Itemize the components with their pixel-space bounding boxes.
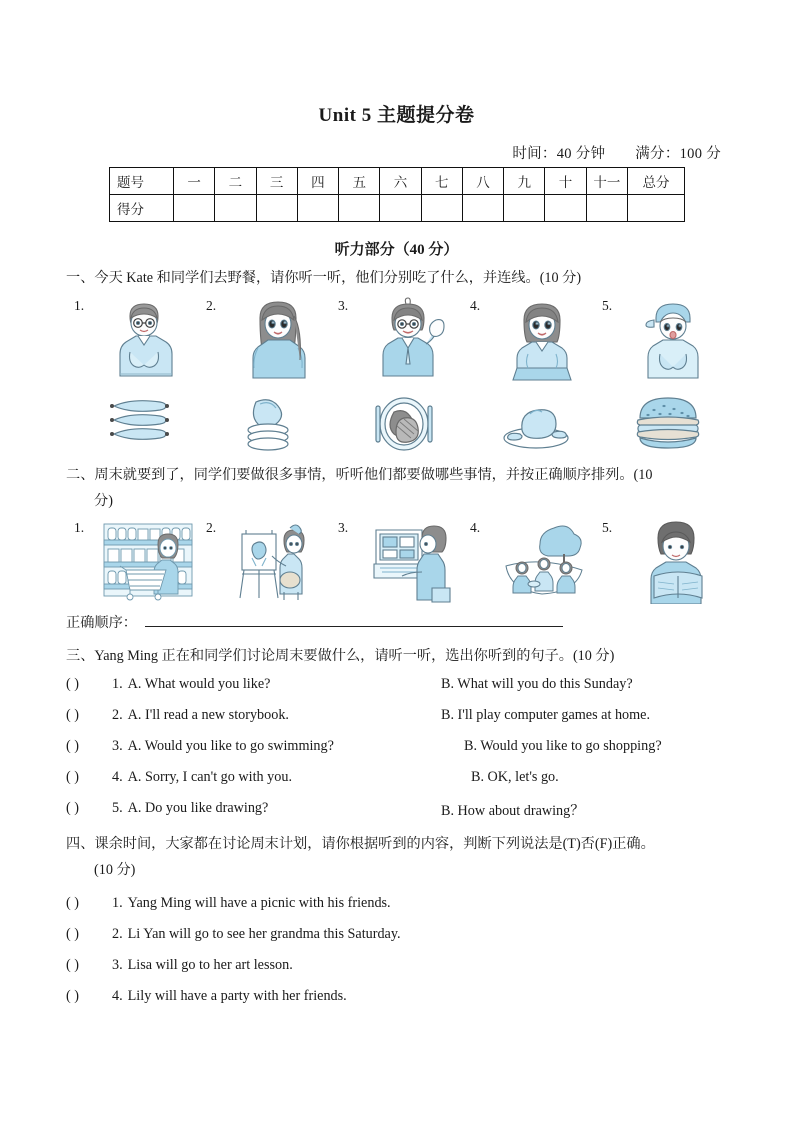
steak-plate-icon: [352, 392, 482, 461]
question-2-picture-row: [66, 518, 746, 604]
girl-short-hair-icon: [492, 296, 596, 382]
page-title: Unit 5 主题提分卷: [318, 105, 475, 126]
col-header-2: 二: [215, 168, 256, 195]
answer-blank[interactable]: ( ): [66, 676, 79, 692]
picture-item: [206, 296, 336, 382]
food-item: [352, 392, 482, 456]
picture-number: 1.: [74, 298, 85, 313]
answer-blank[interactable]: ( ): [66, 957, 79, 973]
correct-order-label: 正确顺序：: [66, 615, 137, 631]
food-item: [220, 392, 350, 456]
boy-with-cap-icon: [624, 296, 728, 382]
picnic-outdoors-icon: [492, 518, 596, 604]
question-1-food-row: [66, 392, 746, 456]
reading-book-icon: [624, 518, 728, 604]
exam-meta: [512, 142, 721, 163]
score-cell-3[interactable]: [256, 195, 297, 222]
sausages-icon: [88, 392, 218, 461]
picture-item: [338, 518, 468, 604]
question-3-item: [66, 800, 756, 817]
option-b[interactable]: B. OK, let's go.: [471, 769, 559, 785]
question-4-item: [66, 926, 756, 943]
statement-text: Lisa will go to her art lesson.: [127, 957, 293, 973]
question-1-people-row: [66, 296, 746, 382]
col-header-9: 九: [504, 168, 545, 195]
listening-section-heading: 听力部分（40 分）: [334, 242, 459, 258]
score-cell-4[interactable]: [297, 195, 338, 222]
picture-item: [74, 296, 204, 382]
question-4-prompt-line2: (10 分): [94, 862, 136, 878]
question-2-prompt-line1: 二、周末就要到了，同学们要做很多事情，听听他们都要做哪些事情，并按正确顺序排列。(10: [66, 467, 653, 483]
score-cell-7[interactable]: [421, 195, 462, 222]
score-cell-9[interactable]: [504, 195, 545, 222]
question-3-item: [66, 676, 756, 693]
question-2-prompt-line2: 分): [94, 493, 113, 509]
score-cell-total[interactable]: [628, 195, 685, 222]
option-a[interactable]: A. Would you like to go swimming?: [127, 738, 334, 754]
item-number: 5.: [112, 800, 123, 816]
shopping-supermarket-icon: [96, 518, 200, 604]
using-computer-icon: [360, 518, 464, 604]
pancakes-icon: [220, 392, 350, 461]
picture-number: 4.: [470, 520, 481, 535]
score-cell-11[interactable]: [586, 195, 627, 222]
girl-long-hair-icon: [228, 296, 332, 382]
picture-item: [74, 518, 204, 604]
item-number: 2.: [112, 707, 123, 723]
answer-blank[interactable]: ( ): [66, 738, 79, 754]
option-b[interactable]: B. How about drawing？: [441, 803, 585, 819]
col-header-7: 七: [421, 168, 462, 195]
picture-item: [470, 296, 600, 382]
food-item: [484, 392, 614, 456]
total-score-label: 满分：100 分: [635, 146, 721, 162]
option-b[interactable]: B. I'll play computer games at home.: [441, 707, 651, 723]
food-item: [616, 392, 746, 456]
question-4-prompt-line1: 四、课余时间，大家都在讨论周末计划，请你根据听到的内容，判断下列说法是(T)否(F)正确。: [66, 836, 655, 852]
question-4-item: [66, 895, 756, 912]
question-3-item: [66, 738, 756, 755]
picture-item: [470, 518, 600, 604]
answer-blank[interactable]: ( ): [66, 895, 79, 911]
picture-item: [206, 518, 336, 604]
option-a[interactable]: A. Sorry, I can't go with you.: [127, 769, 293, 785]
question-3-prompt: 三、Yang Ming 正在和同学们讨论周末要做什么，请听一听，选出你听到的句子。(10 分): [66, 648, 615, 664]
painting-easel-icon: [228, 518, 332, 604]
option-a[interactable]: A. I'll read a new storybook.: [127, 707, 289, 723]
col-header-3: 三: [256, 168, 297, 195]
correct-order-row: [66, 612, 563, 632]
time-label: 时间：40 分钟: [512, 146, 606, 162]
statement-text: Lily will have a party with her friends.: [127, 988, 347, 1004]
item-number: 4.: [112, 769, 123, 785]
picture-number: 2.: [206, 298, 217, 313]
score-table: [109, 167, 685, 222]
hamburger-icon: [616, 392, 746, 461]
col-header-10: 十: [545, 168, 586, 195]
table-row-question-numbers: [110, 168, 685, 195]
item-number: 1.: [112, 676, 123, 692]
score-cell-1[interactable]: [174, 195, 215, 222]
col-header-8: 八: [462, 168, 503, 195]
score-table-wrap: [109, 167, 685, 222]
item-number: 4.: [112, 988, 123, 1004]
correct-order-input[interactable]: [145, 613, 563, 627]
score-cell-2[interactable]: [215, 195, 256, 222]
roast-chicken-icon: [484, 392, 614, 461]
score-cell-10[interactable]: [545, 195, 586, 222]
item-number: 2.: [112, 926, 123, 942]
option-b[interactable]: B. Would you like to go shopping?: [464, 738, 662, 754]
item-number: 1.: [112, 895, 123, 911]
question-4-item: [66, 988, 756, 1005]
option-a[interactable]: A. What would you like?: [127, 676, 271, 692]
question-3-item: [66, 707, 756, 724]
option-a[interactable]: A. Do you like drawing?: [127, 800, 269, 816]
question-1-prompt: 一、今天 Kate 和同学们去野餐，请你听一听，他们分别吃了什么，并连线。(10 分): [66, 270, 582, 286]
answer-blank[interactable]: ( ): [66, 707, 79, 723]
answer-blank[interactable]: ( ): [66, 769, 79, 785]
question-3-item: [66, 769, 756, 786]
picture-item: [338, 296, 468, 382]
score-cell-5[interactable]: [339, 195, 380, 222]
row-label-question-no: 题号: [110, 168, 174, 195]
table-row-scores: [110, 195, 685, 222]
picture-item: [602, 296, 732, 382]
answer-blank[interactable]: ( ): [66, 926, 79, 942]
col-header-total: 总分: [628, 168, 685, 195]
col-header-6: 六: [380, 168, 421, 195]
answer-blank[interactable]: ( ): [66, 988, 79, 1004]
question-4-item: [66, 957, 756, 974]
row-label-score: 得分: [110, 195, 174, 222]
item-number: 3.: [112, 957, 123, 973]
col-header-11: 十一: [586, 168, 627, 195]
score-cell-8[interactable]: [462, 195, 503, 222]
picture-number: 5.: [602, 520, 613, 535]
score-cell-6[interactable]: [380, 195, 421, 222]
col-header-5: 五: [339, 168, 380, 195]
picture-number: 5.: [602, 298, 613, 313]
food-item: [88, 392, 218, 456]
item-number: 3.: [112, 738, 123, 754]
statement-text: Li Yan will go to see her grandma this Saturday.: [127, 926, 401, 942]
col-header-4: 四: [297, 168, 338, 195]
picture-item: [602, 518, 732, 604]
boy-raising-hand-icon: [360, 296, 464, 382]
statement-text: Yang Ming will have a picnic with his friends.: [127, 895, 391, 911]
picture-number: 2.: [206, 520, 217, 535]
answer-blank[interactable]: ( ): [66, 800, 79, 816]
col-header-1: 一: [174, 168, 215, 195]
picture-number: 3.: [338, 298, 349, 313]
option-b[interactable]: B. What will you do this Sunday?: [441, 676, 633, 692]
picture-number: 1.: [74, 520, 85, 535]
boy-with-glasses-icon: [96, 296, 200, 382]
picture-number: 4.: [470, 298, 481, 313]
picture-number: 3.: [338, 520, 349, 535]
